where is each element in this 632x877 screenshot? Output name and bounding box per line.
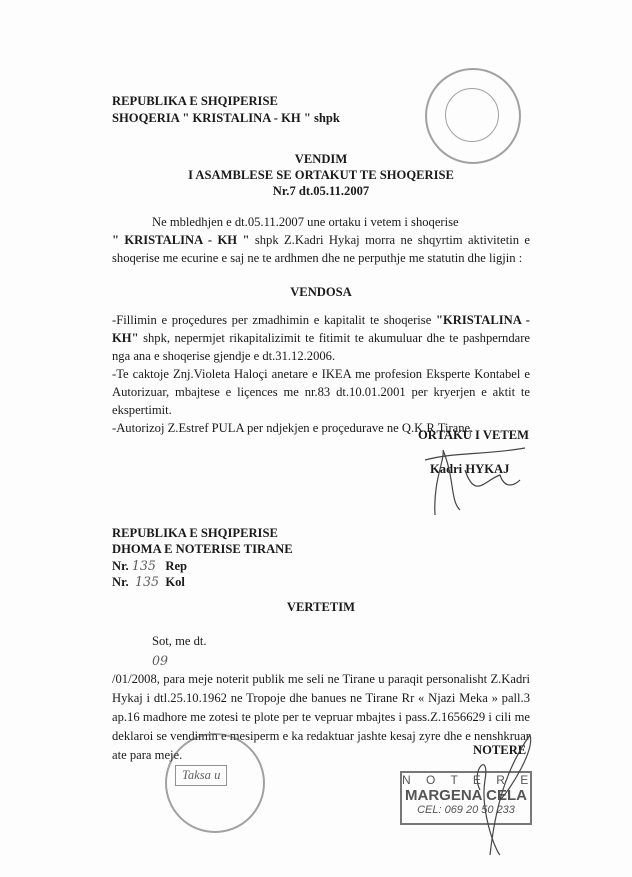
decision-2: -Te caktoje Znj.Violeta Haloçi anetare e IKEA me profesion Eksperte Kontabel e Autorizuar, mbajtese e liçences me nr.83 dt.10.01.2001 per kryerjen e aktit te ekspertimit. [112,367,530,417]
kol-number: Nr. 135 Kol [112,574,185,589]
company-name: "KRISTALINA - KH" [112,313,530,345]
decision-1: -Fillimin e proçedures per zmadhimin e kapitalit te shoqerise [112,313,436,327]
handwritten-signature [405,440,545,520]
header-line1: REPUBLIKA E SHQIPERISE [112,94,278,108]
cert-text: Sot, me dt. [152,634,207,648]
notary-signature [470,730,540,860]
title-line2: I ASAMBLESE SE ORTAKUT TE SHOQERISE [188,168,454,182]
decision-1-rest: shpk, nepermjet rikapitalizimit te fitimit te akumuluar dhe te pashperndare nga ana e shoqerise gjendje e dt.31.12.2006. [112,331,530,363]
notary-label: NOTERE [473,743,527,757]
stamp-line3: CEL: 069 20 50 233 [417,804,515,816]
decisions [112,311,530,437]
company-name: " KRISTALINA - KH " [112,233,250,247]
signature-name: Kadri HYKAJ [430,462,510,476]
intro-paragraph [112,213,530,267]
notary-header-line2: DHOMA E NOTERISE TIRANE [112,542,293,556]
stamp-line2: MARGENA CELA [405,787,527,804]
rep-number: Nr. 135 Rep [112,558,188,573]
stamp-line1: N O T E R E [402,773,535,787]
title-line1: VENDIM [294,152,348,166]
title-line3: Nr.7 dt.05.11.2007 [272,184,370,198]
intro-line: Ne mbledhjen e dt.05.11.2007 une ortaku i vetem i shoqerise [152,215,459,229]
decision-3: -Autorizoj Z.Estref PULA per ndjekjen e proçedurave ne Q.K.R Tirane. [112,421,474,435]
notary-header-line1: REPUBLIKA E SHQIPERISE [112,526,278,540]
handwritten-day: 09 [152,653,169,668]
cert-text-rest: /01/2008, para meje noterit publik me seli ne Tirane u paraqit personalisht Z.Kadri Hykaj i dtl.25.10.1962 ne Tropoje dhe banues ne Tirane Rr « Njazi Meka » pall.3 ap.16 madhore me zotesi te plote per te vepruar mbajtes i pass.Z.1656629 i cili me deklaroi se vendimin e mesiperm e ka redaktuar jashte kesaj zyre dhe e nenshkruar ate para meje. [112,672,530,762]
signature-title: ORTAKU I VETEM [418,428,530,442]
top-seal-inner [445,88,499,142]
tax-stamp: Taksa u [175,765,227,786]
certification-heading: VERTETIM [286,600,356,614]
header-line2: SHOQERIA " KRISTALINA - KH " shpk [112,111,340,125]
certification-paragraph [112,632,530,765]
intro-rest: shpk Z.Kadri Hykaj morra ne shqyrtim aktivitetin e shoqerise me ecurine e saj ne te ardhmen dhe ne perputhje me statutin dhe ligjin : [112,233,530,265]
decision-heading: VENDOSA [290,285,352,299]
